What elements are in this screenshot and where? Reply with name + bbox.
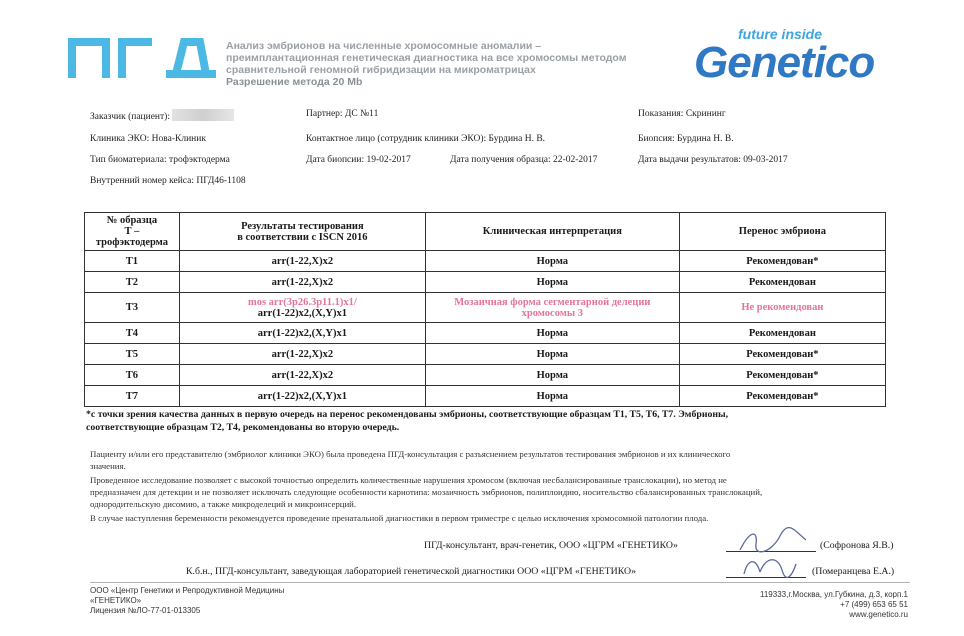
interp-line-1: Мозаичная форма сегментарной делеции <box>454 296 651 308</box>
sample-cell: T3 <box>85 293 180 323</box>
interpretation-cell: Норма <box>425 365 679 386</box>
interpretation-cell: Норма <box>425 344 679 365</box>
para-1-line-2: значения. <box>90 461 126 471</box>
footer-license: Лицензия №ЛО-77-01-013305 <box>90 606 201 615</box>
sample-cell: T6 <box>85 365 180 386</box>
result-cell: arr(1-22)x2,(X,Y)x1 <box>179 386 425 407</box>
interpretation-cell: Норма <box>425 386 679 407</box>
header-results-line-2: в соответствии с ISCN 2016 <box>237 231 368 243</box>
sample-cell: T1 <box>85 251 180 272</box>
pgd-logo <box>66 36 216 80</box>
consultation-paragraph <box>90 448 910 472</box>
signature-1-name: (Софронова Я.В.) <box>820 540 894 551</box>
header-sample-line-3: трофэктодерма <box>95 237 169 248</box>
header-interpretation: Клиническая интерпретация <box>425 213 679 251</box>
interp-line-2: хромосомы 3 <box>521 307 583 319</box>
sample-cell: T5 <box>85 344 180 365</box>
result-line-2: arr(1-22)x2,(X,Y)x1 <box>257 307 347 319</box>
result-line-mosaic: mos arr(3p26.3p11.1)x1/ <box>247 296 357 308</box>
priority-note <box>86 408 886 434</box>
signature-2-name: (Померанцева Е.А.) <box>812 566 895 577</box>
title-line-1: Анализ эмбрионов на численные хромосомные аномалии – <box>226 40 542 52</box>
received-date-field: Дата получения образца: 22-02-2017 <box>450 155 598 165</box>
biomaterial-field: Тип биоматериала: трофэктодерма <box>90 155 230 165</box>
analysis-title <box>226 40 646 88</box>
footer-divider <box>90 582 910 583</box>
result-date-field: Дата выдачи результатов: 09-03-2017 <box>638 155 788 165</box>
genetico-wordmark: Genetico <box>694 38 875 87</box>
transfer-cell: Рекомендован* <box>679 344 885 365</box>
signature-2-mark <box>738 552 798 580</box>
para-2-line-2: предназначен для детекции и не позволяет исключать следующие особенности кариотипа: мозаичность эмбрионов, полиплоидию, носительство сбалансированных транслокаций, <box>90 487 763 497</box>
table-row <box>85 386 886 407</box>
indications-field: Показания: Скрининг <box>638 109 726 119</box>
transfer-cell: Не рекомендован <box>679 293 885 323</box>
transfer-cell: Рекомендован* <box>679 365 885 386</box>
header-results <box>179 213 425 251</box>
result-cell: arr(1-22)x2,(X,Y)x1 <box>179 323 425 344</box>
para-1-line-1: Пациенту и/или его представителю (эмбриолог клиники ЭКО) была проведена ПГД-консультация с разъяснением результатов тестирования эмбрионов и их клинического <box>90 449 731 459</box>
customer-field <box>90 109 234 122</box>
customer-label: Заказчик (пациент): <box>90 112 170 122</box>
redacted-name <box>172 109 234 121</box>
transfer-cell: Рекомендован* <box>679 251 885 272</box>
sample-cell: T7 <box>85 386 180 407</box>
para-2-line-3: однородительскую дисомию, а также микроделеций и микроинсерций. <box>90 499 357 509</box>
result-cell: arr(1-22,X)x2 <box>179 251 425 272</box>
header-sample <box>85 213 180 251</box>
results-table <box>84 212 886 407</box>
clinic-field: Клиника ЭКО: Нова-Клиник <box>90 134 206 144</box>
transfer-cell: Рекомендован* <box>679 386 885 407</box>
sample-cell: T4 <box>85 323 180 344</box>
genetico-logo <box>694 26 914 86</box>
result-cell: arr(1-22,X)x2 <box>179 365 425 386</box>
header-results-line-1: Результаты тестирования <box>241 220 364 232</box>
table-row <box>85 272 886 293</box>
header-transfer: Перенос эмбриона <box>679 213 885 251</box>
result-cell: arr(1-22,X)x2 <box>179 344 425 365</box>
partner-field: Партнер: ДС №11 <box>306 109 379 119</box>
sample-cell: T2 <box>85 272 180 293</box>
case-number-field: Внутренний номер кейса: ПГД46-1108 <box>90 176 246 186</box>
genetico-tagline: future inside <box>738 26 823 42</box>
transfer-cell: Рекомендован <box>679 323 885 344</box>
table-row <box>85 323 886 344</box>
table-row <box>85 365 886 386</box>
biopsy-date-field: Дата биопсии: 19-02-2017 <box>306 155 411 165</box>
transfer-cell: Рекомендован <box>679 272 885 293</box>
result-cell <box>179 293 425 323</box>
header-sample-line-1: № образца <box>106 215 158 226</box>
table-header-row <box>85 213 886 251</box>
note-line-1: *с точки зрения качества данных в первую очередь на перенос рекомендованы эмбрионы, соответствующие образцам T1, T5, T6, T7. Эмбрионы, <box>86 409 729 420</box>
header-sample-line-2: Т – <box>124 226 140 237</box>
biopsy-field: Биопсия: Бурдина Н. В. <box>638 134 734 144</box>
signature-1-role: ПГД-консультант, врач-генетик, ООО «ЦГРМ «ГЕНЕТИКО» <box>424 540 678 551</box>
limitations-paragraph <box>90 474 910 510</box>
interpretation-cell <box>425 293 679 323</box>
footer-address: 119333,г.Москва, ул.Губкина, д.3, корп.1 <box>760 590 908 599</box>
footer-website: www.genetico.ru <box>849 610 908 619</box>
table-row <box>85 251 886 272</box>
footer-right <box>700 590 908 620</box>
table-row <box>85 344 886 365</box>
interpretation-cell: Норма <box>425 251 679 272</box>
footer-company-name: «ГЕНЕТИКО» <box>90 596 142 605</box>
para-2-line-1: Проведенное исследование позволяет с высокой точностью определить количественные нарушения хромосом (включая несбалансированные транслокации), но метод не <box>90 475 727 485</box>
footer-left <box>90 586 390 616</box>
footer-phone: +7 (499) 653 65 51 <box>840 600 908 609</box>
table-row <box>85 293 886 323</box>
footer-company: ООО «Центр Генетики и Репродуктивной Медицины <box>90 586 285 595</box>
contact-field: Контактное лицо (сотрудник клиники ЭКО): Бурдина Н. В. <box>306 134 546 144</box>
title-line-2: преимплантационная генетическая диагностика на все хромосомы методом <box>226 52 627 64</box>
interpretation-cell: Норма <box>425 272 679 293</box>
result-cell: arr(1-22,X)x2 <box>179 272 425 293</box>
title-line-3: сравнительной геномной гибридизации на микроматрицах <box>226 64 536 76</box>
signature-2-role: К.б.н., ПГД-консультант, заведующая лабораторией генетической диагностики ООО «ЦГРМ «ГЕНЕТИКО» <box>186 566 636 577</box>
interpretation-cell: Норма <box>425 323 679 344</box>
pregnancy-paragraph: В случае наступления беременности рекомендуется проведение пренатальной диагностики в первом триместре с целью исключения хромосомной патологии плода. <box>90 513 709 523</box>
title-line-4: Разрешение метода 20 Mb <box>226 76 363 88</box>
note-line-2: соответствующие образцам T2, T4, рекомендованы во вторую очередь. <box>86 422 400 433</box>
